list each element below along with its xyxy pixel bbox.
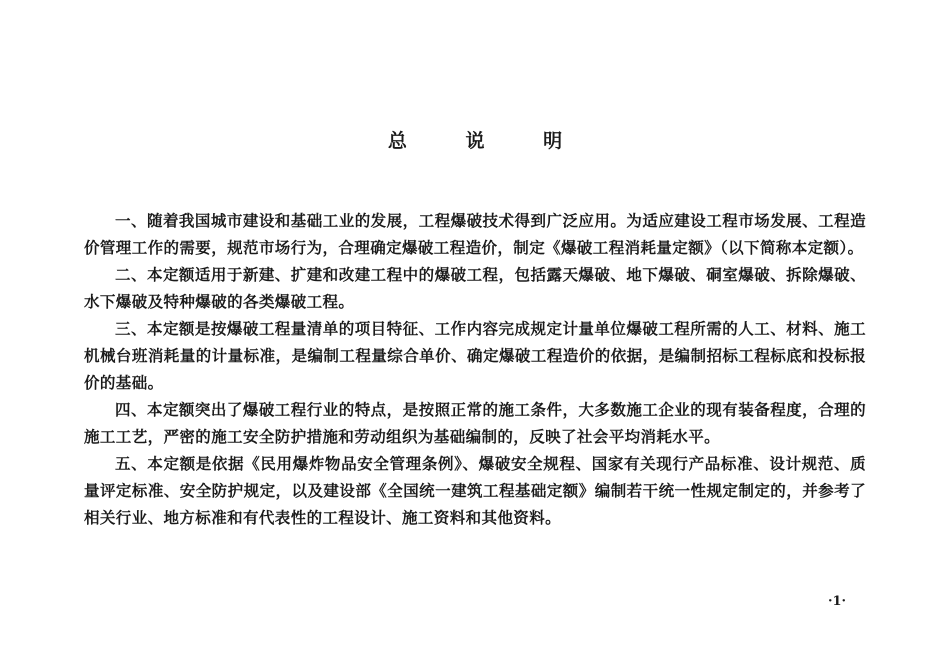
page-title: 总 说 明 [387,130,589,152]
paragraph-4: 四、本定额突出了爆破工程行业的特点，是按照正常的施工条件，大多数施工企业的现有装备程度，合理的施工工艺，严密的施工安全防护措施和劳动组织为基础编制的，反映了社会平均消耗水平。 [84,401,866,446]
document-body [84,208,866,532]
paragraph-3: 三、本定额是按爆破工程量清单的项目特征、工作内容完成规定计量单位爆破工程所需的人工、材料、施工机械台班消耗量的计量标准，是编制工程量综合单价、确定爆破工程造价的依据，是编制招标工程标底和投标报价的基础。 [84,320,866,392]
page-number: ·1· [827,594,847,609]
paragraph-5: 五、本定额是依据《民用爆炸物品安全管理条例》、爆破安全规程、国家有关现行产品标准、设计规范、质量评定标准、安全防护规定，以及建设部《全国统一建筑工程基础定额》编制若干统一性规定制定的，并参考了相关行业、地方标准和有代表性的工程设计、施工资料和其他资料。 [84,455,866,527]
paragraph-1: 一、随着我国城市建设和基础工业的发展，工程爆破技术得到广泛应用。为适应建设工程市场发展、工程造价管理工作的需要，规范市场行为，合理确定爆破工程造价，制定《爆破工程消耗量定额》（以下简称本定额）。 [84,212,866,257]
paragraph-2: 二、本定额适用于新建、扩建和改建工程中的爆破工程，包括露天爆破、地下爆破、硐室爆破、拆除爆破、水下爆破及特种爆破的各类爆破工程。 [84,266,866,311]
